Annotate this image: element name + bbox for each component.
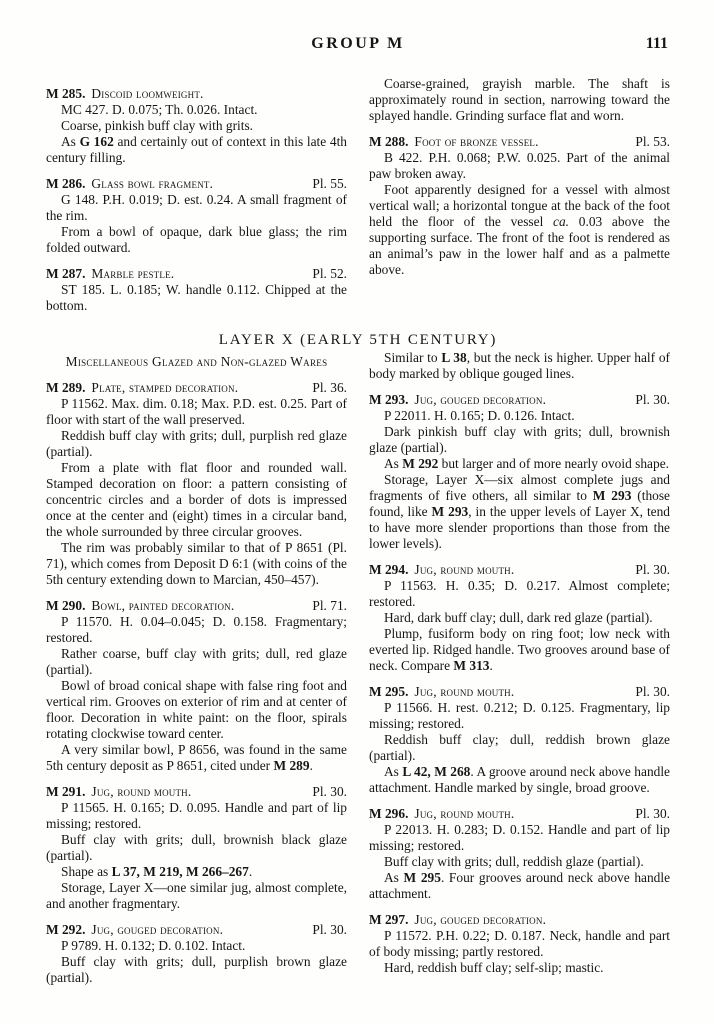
entry-paragraph bbox=[369, 472, 670, 552]
entry-paragraph bbox=[369, 150, 670, 182]
layer-section-heading: LAYER X (EARLY 5TH CENTURY) bbox=[218, 332, 498, 348]
entry-paragraph bbox=[46, 192, 347, 224]
entry-m-291 bbox=[46, 784, 347, 912]
text-run: Coarse, pinkish buff clay with grits. bbox=[61, 118, 254, 133]
text-run: P 22011. H. 0.165; D. 0.126. Intact. bbox=[384, 408, 575, 423]
entry-plate-ref: Pl. 71. bbox=[312, 598, 347, 613]
entry-heading bbox=[369, 912, 670, 928]
entry-title: Glass bowl fragment. bbox=[91, 176, 214, 191]
text-run: As bbox=[61, 134, 80, 149]
continuation-paragraph bbox=[369, 350, 670, 382]
text-run: . Four grooves around neck above handle attachment. bbox=[369, 870, 671, 901]
text-run: As bbox=[384, 870, 404, 885]
text-run: Plump, fusiform body on ring foot; low neck with everted lip. Ridged handle. Two grooves around base of neck. Compare bbox=[369, 626, 670, 673]
entry-heading bbox=[46, 266, 347, 282]
entry-plate-ref: Pl. 52. bbox=[312, 266, 347, 281]
entry-m-290 bbox=[46, 598, 347, 774]
text-run: and certainly out of context in this late 4th century filling. bbox=[46, 134, 347, 165]
entry-m-293 bbox=[369, 392, 670, 552]
entry-paragraph bbox=[369, 456, 670, 472]
text-run: P 22013. H. 0.283; D. 0.152. Handle and part of lip missing; restored. bbox=[369, 822, 670, 853]
entry-plate-ref: Pl. 30. bbox=[635, 806, 670, 821]
entry-plate-ref: Pl. 30. bbox=[635, 684, 670, 699]
italic-text: ca. bbox=[553, 214, 570, 229]
text-run: The rim was probably similar to that of P 8651 (Pl. 71), which comes from Deposit D 6:1 (with coins of the 5th century extending down to Marcian, 450–457). bbox=[46, 540, 347, 587]
text-run: , but the neck is higher. Upper half of body marked by oblique gouged lines. bbox=[369, 350, 671, 381]
entry-heading bbox=[46, 784, 347, 800]
text-run: 0.03 above the supporting surface. The front of the foot is rendered as an animal’s paw in the lower half and as a palmette above. bbox=[369, 214, 670, 277]
text-run: Coarse-grained, grayish marble. The shaft is approximately round in section, narrowing toward the splayed handle. Grinding surface flat and worn. bbox=[369, 76, 670, 123]
text-run: From a bowl of opaque, dark blue glass; the rim folded outward. bbox=[46, 224, 347, 255]
text-run: . bbox=[248, 864, 253, 879]
entry-paragraph bbox=[46, 678, 347, 742]
entry-paragraph bbox=[46, 880, 347, 912]
text-run: P 11565. H. 0.165; D. 0.095. Handle and part of lip missing; restored. bbox=[46, 800, 347, 831]
text-run: P 11562. Max. dim. 0.18; Max. P.D. est. 0.25. Part of floor with start of the wall preserved. bbox=[46, 396, 347, 427]
entry-paragraph bbox=[369, 700, 670, 732]
cross-reference: M 293 bbox=[431, 504, 469, 519]
entry-title: Jug, round mouth. bbox=[414, 684, 515, 699]
text-run: Buff clay with grits; dull, reddish glaze (partial). bbox=[384, 854, 644, 869]
text-run: P 11566. H. rest. 0.212; D. 0.125. Fragmentary, lip missing; restored. bbox=[369, 700, 670, 731]
entry-m-297 bbox=[369, 912, 670, 976]
entry-id: M 297. bbox=[369, 912, 409, 927]
top-section-left-column bbox=[46, 76, 347, 314]
text-run: As bbox=[384, 764, 403, 779]
entry-paragraph bbox=[46, 832, 347, 864]
text-run: P 11572. P.H. 0.22; D. 0.187. Neck, handle and part of body missing; partly restored. bbox=[369, 928, 670, 959]
entry-heading bbox=[369, 806, 670, 822]
entry-m-292 bbox=[46, 922, 347, 986]
entry-id: M 288. bbox=[369, 134, 409, 149]
entry-title: Jug, gouged decoration. bbox=[414, 392, 547, 407]
entry-paragraph bbox=[46, 134, 347, 166]
entry-title: Jug, gouged decoration. bbox=[414, 912, 547, 927]
text-run: Storage, Layer X—one similar jug, almost complete, and another fragmentary. bbox=[46, 880, 347, 911]
entry-plate-ref: Pl. 30. bbox=[312, 784, 347, 799]
entry-paragraph bbox=[369, 870, 670, 902]
text-run: Foot apparently designed for a vessel with almost vertical wall; a horizontal tongue at the back of the foot held the floor of the vessel bbox=[369, 182, 670, 229]
text-run: . bbox=[309, 758, 313, 773]
text-run: but larger and of more nearly ovoid shape. bbox=[438, 456, 669, 471]
entry-m-286 bbox=[46, 176, 347, 256]
continuation-paragraph bbox=[369, 76, 670, 124]
entry-paragraph bbox=[369, 960, 670, 976]
entry-plate-ref: Pl. 30. bbox=[635, 562, 670, 577]
subsection-heading: Miscellaneous Glazed and Non-glazed Wares bbox=[65, 354, 328, 369]
text-run: Hard, reddish buff clay; self-slip; mastic. bbox=[384, 960, 604, 975]
entry-title: Jug, round mouth. bbox=[91, 784, 192, 799]
entry-paragraph bbox=[46, 800, 347, 832]
entry-paragraph bbox=[46, 428, 347, 460]
cross-reference: L 37, M 219, M 266–267 bbox=[111, 864, 249, 879]
text-run: Hard, dark buff clay; dull, dark red glaze (partial). bbox=[384, 610, 653, 625]
entry-title: Jug, gouged decoration. bbox=[91, 922, 224, 937]
entry-plate-ref: Pl. 55. bbox=[312, 176, 347, 191]
entry-paragraph bbox=[369, 822, 670, 854]
entry-heading bbox=[369, 134, 670, 150]
text-run: Reddish buff clay; dull, reddish brown glaze (partial). bbox=[369, 732, 670, 763]
top-section bbox=[46, 76, 670, 314]
entry-paragraph bbox=[46, 224, 347, 256]
entry-heading bbox=[46, 86, 347, 102]
entry-m-285 bbox=[46, 86, 347, 166]
entry-paragraph bbox=[369, 764, 670, 796]
text-run: ST 185. L. 0.185; W. handle 0.112. Chipped at the bottom. bbox=[46, 282, 347, 313]
entry-title: Jug, round mouth. bbox=[414, 562, 515, 577]
entry-m-295 bbox=[369, 684, 670, 796]
top-section-right-column bbox=[369, 76, 670, 314]
cross-reference: M 292 bbox=[402, 456, 439, 471]
cross-reference: M 293 bbox=[592, 488, 632, 503]
entry-plate-ref: Pl. 30. bbox=[312, 922, 347, 937]
entry-paragraph bbox=[46, 118, 347, 134]
cross-reference: L 42, M 268 bbox=[402, 764, 471, 779]
text-run: . A groove around neck above handle attachment. Handle marked by single, broad groove. bbox=[369, 764, 671, 795]
entry-id: M 296. bbox=[369, 806, 409, 821]
entry-paragraph bbox=[46, 460, 347, 540]
text-run: . bbox=[489, 658, 493, 673]
entry-id: M 286. bbox=[46, 176, 86, 191]
entry-m-294 bbox=[369, 562, 670, 674]
entry-paragraph bbox=[46, 954, 347, 986]
running-title: GROUP M bbox=[311, 35, 405, 52]
entry-heading bbox=[46, 922, 347, 938]
layer-section-left-column bbox=[46, 350, 347, 986]
text-run: P 9789. H. 0.132; D. 0.102. Intact. bbox=[61, 938, 246, 953]
entry-heading bbox=[46, 598, 347, 614]
text-run: Similar to bbox=[384, 350, 442, 365]
cross-reference: L 38 bbox=[441, 350, 467, 365]
entry-m-287 bbox=[46, 266, 347, 314]
entry-heading bbox=[369, 684, 670, 700]
entry-paragraph bbox=[46, 614, 347, 646]
entry-id: M 285. bbox=[46, 86, 86, 101]
entry-id: M 293. bbox=[369, 392, 409, 407]
entry-heading bbox=[46, 176, 347, 192]
text-run: G 148. P.H. 0.019; D. est. 0.24. A small fragment of the rim. bbox=[46, 192, 347, 223]
entry-paragraph bbox=[46, 646, 347, 678]
entry-id: M 287. bbox=[46, 266, 86, 281]
text-run: P 11570. H. 0.04–0.045; D. 0.158. Fragmentary; restored. bbox=[46, 614, 347, 645]
entry-title: Plate, stamped decoration. bbox=[91, 380, 239, 395]
entry-title: Jug, round mouth. bbox=[414, 806, 515, 821]
entry-title: Bowl, painted decoration. bbox=[91, 598, 235, 613]
entry-id: M 289. bbox=[46, 380, 86, 395]
cross-reference: M 295 bbox=[403, 870, 441, 885]
text-run: P 11563. H. 0.35; D. 0.217. Almost complete; restored. bbox=[369, 578, 670, 609]
entry-heading bbox=[46, 380, 347, 396]
text-run: Bowl of broad conical shape with false ring foot and vertical rim. Grooves on exterior of rim and at center of floor. Decoration in white paint: on the floor, spirals rotating clockwise toward center. bbox=[46, 678, 347, 741]
cross-reference: G 162 bbox=[79, 134, 114, 149]
entry-title: Discoid loomweight. bbox=[91, 86, 204, 101]
entry-title: Foot of bronze vessel. bbox=[414, 134, 539, 149]
entry-plate-ref: Pl. 30. bbox=[635, 392, 670, 407]
entry-m-288 bbox=[369, 134, 670, 278]
entry-plate-ref: Pl. 53. bbox=[635, 134, 670, 149]
layer-section bbox=[46, 350, 670, 986]
entry-paragraph bbox=[369, 854, 670, 870]
entry-title: Marble pestle. bbox=[91, 266, 175, 281]
entry-paragraph bbox=[46, 396, 347, 428]
entry-paragraph bbox=[46, 938, 347, 954]
entry-paragraph bbox=[369, 424, 670, 456]
text-run: Reddish buff clay with grits; dull, purplish red glaze (partial). bbox=[46, 428, 347, 459]
text-run: B 422. P.H. 0.068; P.W. 0.025. Part of the animal paw broken away. bbox=[369, 150, 670, 181]
entry-id: M 292. bbox=[46, 922, 86, 937]
entry-paragraph bbox=[46, 102, 347, 118]
entry-paragraph bbox=[369, 578, 670, 610]
page-header bbox=[46, 36, 670, 56]
entry-m-296 bbox=[369, 806, 670, 902]
text-run: From a plate with flat floor and rounded wall. Stamped decoration on floor: a pattern consisting of concentric circles and a border of dots is impressed once at the center and (eight) times in a circular band, the whole surrounded by three circular grooves. bbox=[46, 460, 347, 539]
entry-id: M 290. bbox=[46, 598, 86, 613]
entry-paragraph bbox=[369, 626, 670, 674]
text-run: Dark pinkish buff clay with grits; dull, brownish glaze (partial). bbox=[369, 424, 670, 455]
text-run: , in the upper levels of Layer X, tend to have more slender proportions than those from the lower levels). bbox=[369, 504, 670, 551]
cross-reference: M 289 bbox=[273, 758, 310, 773]
text-run: (those found, like bbox=[369, 488, 670, 519]
entry-heading bbox=[369, 562, 670, 578]
entry-id: M 291. bbox=[46, 784, 86, 799]
entry-heading bbox=[369, 392, 670, 408]
entry-paragraph bbox=[46, 864, 347, 880]
entry-paragraph bbox=[369, 182, 670, 278]
text-run: Buff clay with grits; dull, brownish black glaze (partial). bbox=[46, 832, 347, 863]
text-run: As bbox=[384, 456, 403, 471]
text-run: Storage, Layer X—six almost complete jugs and fragments of five others, all similar to bbox=[369, 472, 670, 503]
entry-paragraph bbox=[46, 540, 347, 588]
page-number: 111 bbox=[645, 35, 668, 52]
entry-plate-ref: Pl. 36. bbox=[312, 380, 347, 395]
entry-paragraph bbox=[369, 732, 670, 764]
entry-paragraph bbox=[369, 928, 670, 960]
entry-paragraph bbox=[46, 742, 347, 774]
text-run: A very similar bowl, P 8656, was found in the same 5th century deposit as P 8651, cited under bbox=[46, 742, 347, 773]
entry-id: M 294. bbox=[369, 562, 409, 577]
entry-paragraph bbox=[46, 282, 347, 314]
layer-section-right-column bbox=[369, 350, 670, 986]
entry-paragraph bbox=[369, 408, 670, 424]
entry-paragraph bbox=[369, 610, 670, 626]
text-run: MC 427. D. 0.075; Th. 0.026. Intact. bbox=[61, 102, 258, 117]
cross-reference: M 313 bbox=[453, 658, 490, 673]
entry-m-289 bbox=[46, 380, 347, 588]
text-run: Buff clay with grits; dull, purplish brown glaze (partial). bbox=[46, 954, 347, 985]
entry-id: M 295. bbox=[369, 684, 409, 699]
text-run: Shape as bbox=[61, 864, 112, 879]
text-run: Rather coarse, buff clay with grits; dull, red glaze (partial). bbox=[46, 646, 347, 677]
